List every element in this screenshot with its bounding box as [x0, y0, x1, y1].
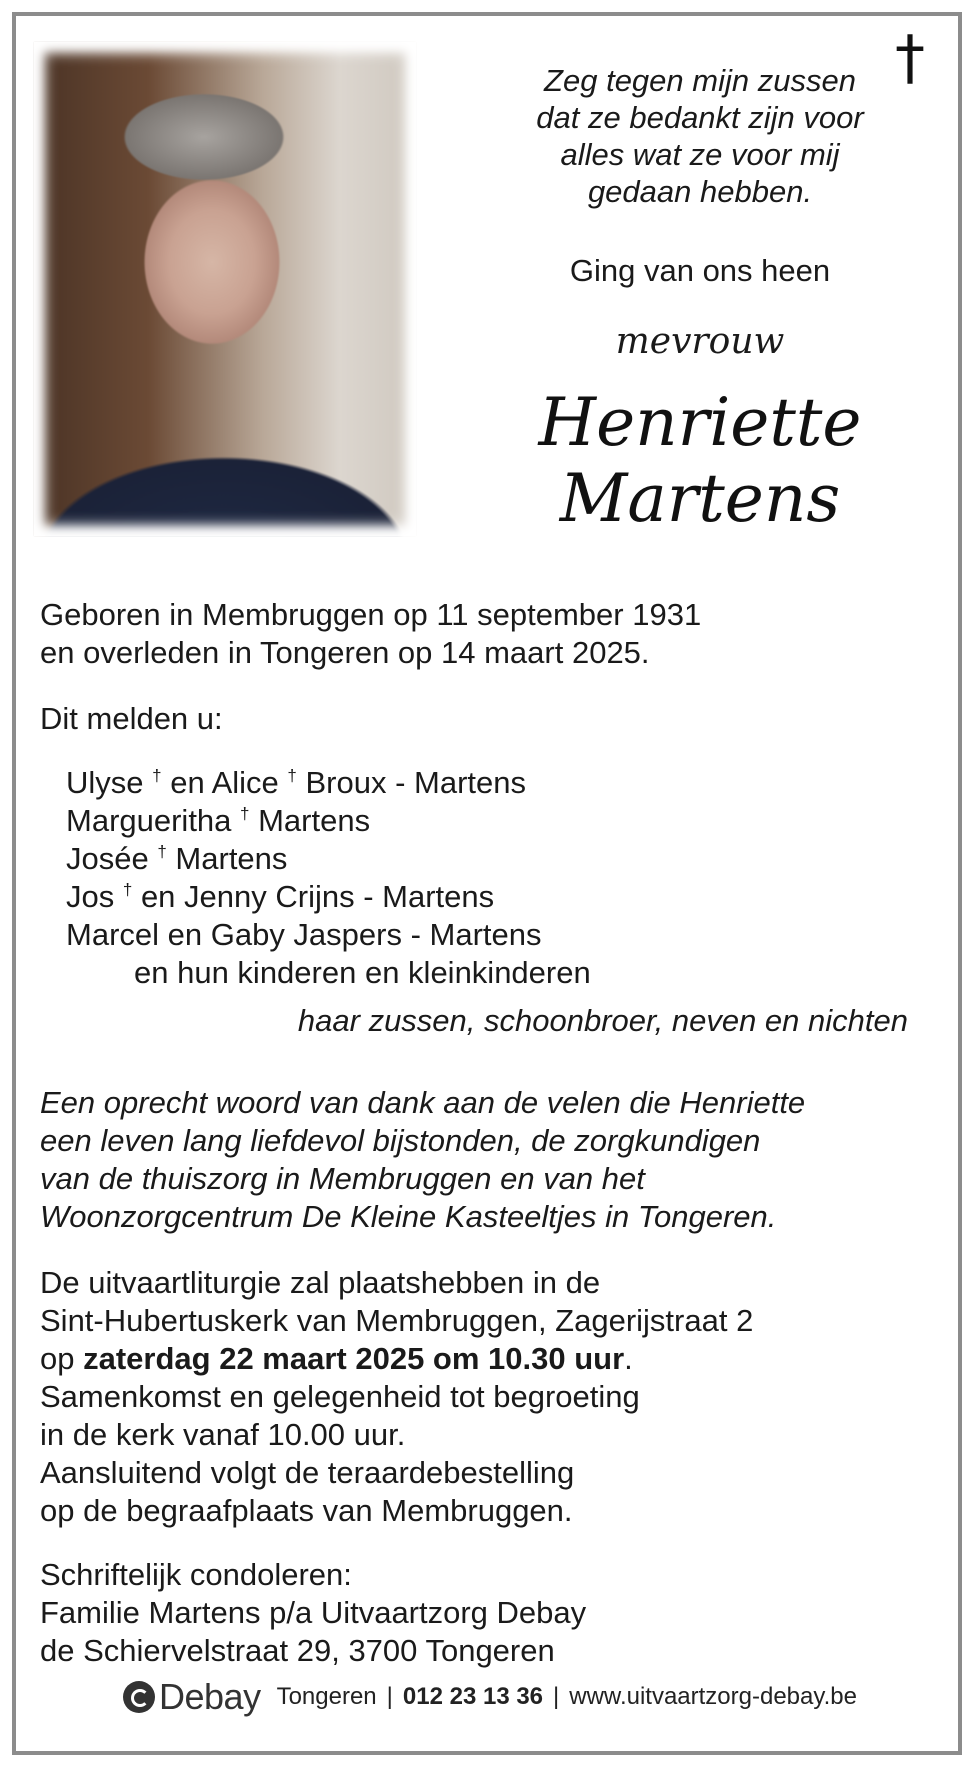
- dagger-icon: †: [240, 804, 250, 823]
- poem-line: alles wat ze voor mij: [560, 137, 840, 172]
- birth-line: Geboren in Membruggen op 11 september 1931: [40, 597, 702, 632]
- poem-line: dat ze bedankt zijn voor: [536, 100, 864, 135]
- thanks-paragraph: [40, 1084, 805, 1236]
- first-name: Henriette: [538, 384, 862, 461]
- poem-line: gedaan hebben.: [587, 174, 813, 209]
- last-name: Martens: [559, 460, 841, 537]
- funeral-line: Samenkomst en gelegenheid tot begroeting: [40, 1379, 640, 1414]
- poem: [470, 62, 930, 210]
- dagger-icon: †: [287, 766, 297, 785]
- dagger-icon: †: [152, 766, 162, 785]
- condolence-line: Familie Martens p/a Uitvaartzorg Debay: [40, 1595, 587, 1630]
- debay-logo-icon: [123, 1681, 155, 1713]
- family-line: Margueritha † Martens: [66, 803, 371, 838]
- dagger-icon: †: [157, 842, 167, 861]
- condolence-line: Schriftelijk condoleren:: [40, 1557, 352, 1592]
- footer-phone[interactable]: 012 23 13 36: [402, 1683, 544, 1710]
- family-list: [40, 764, 920, 1040]
- condolence-paragraph: [40, 1556, 586, 1670]
- thanks-line: Een oprecht woord van dank aan de velen die Henriette: [40, 1085, 806, 1120]
- footer-separator: |: [553, 1683, 560, 1710]
- family-line: en hun kinderen en kleinkinderen: [134, 955, 591, 990]
- dagger-icon: †: [122, 880, 133, 899]
- poem-line: Zeg tegen mijn zussen: [544, 63, 856, 98]
- funeral-line: De uitvaartliturgie zal plaatshebben in de: [40, 1265, 601, 1300]
- thanks-line: van de thuiszorg in Membruggen en van het: [40, 1161, 645, 1196]
- death-line: en overleden in Tongeren op 14 maart 2025.: [40, 635, 650, 670]
- footer-separator: |: [386, 1683, 393, 1710]
- funeral-date: zaterdag 22 maart 2025 om 10.30 uur: [83, 1341, 625, 1376]
- family-line: Marcel en Gaby Jaspers - Martens: [66, 917, 542, 952]
- announce-text: Dit melden u:: [40, 701, 223, 736]
- funeral-line: in de kerk vanaf 10.00 uur.: [40, 1417, 406, 1452]
- went-away-text: Ging van ons heen: [569, 253, 831, 288]
- footer-website-link[interactable]: www.uitvaartzorg-debay.be: [569, 1683, 857, 1710]
- funeral-date-line: op zaterdag 22 maart 2025 om 10.30 uur.: [40, 1341, 633, 1376]
- family-line: Ulyse † en Alice † Broux - Martens: [66, 765, 527, 800]
- thanks-line: een leven lang liefdevol bijstonden, de zorgkundigen: [40, 1123, 761, 1158]
- family-line: Jos † en Jenny Crijns - Martens: [66, 879, 495, 914]
- footer-city: Tongeren: [276, 1683, 377, 1710]
- portrait-vignette: [34, 42, 416, 536]
- funeral-line: Aansluitend volgt de teraardebestelling: [40, 1455, 575, 1490]
- deceased-name: [470, 385, 930, 537]
- cross-icon: †: [895, 23, 925, 93]
- family-line: Josée † Martens: [66, 841, 288, 876]
- footer: [0, 1672, 980, 1722]
- birth-death-paragraph: [40, 596, 701, 672]
- funeral-line: Sint-Hubertuskerk van Membruggen, Zagerijstraat 2: [40, 1303, 754, 1338]
- funeral-paragraph: [40, 1264, 753, 1530]
- title-word: mevrouw: [615, 321, 785, 362]
- funeral-line: op de begraafplaats van Membruggen.: [40, 1493, 573, 1528]
- family-summary: haar zussen, schoonbroer, neven en nichten: [297, 1003, 908, 1038]
- condolence-line: de Schiervelstraat 29, 3700 Tongeren: [40, 1633, 555, 1668]
- thanks-line: Woonzorgcentrum De Kleine Kasteeltjes in Tongeren.: [40, 1199, 777, 1234]
- debay-logo-text: Debay: [159, 1676, 261, 1717]
